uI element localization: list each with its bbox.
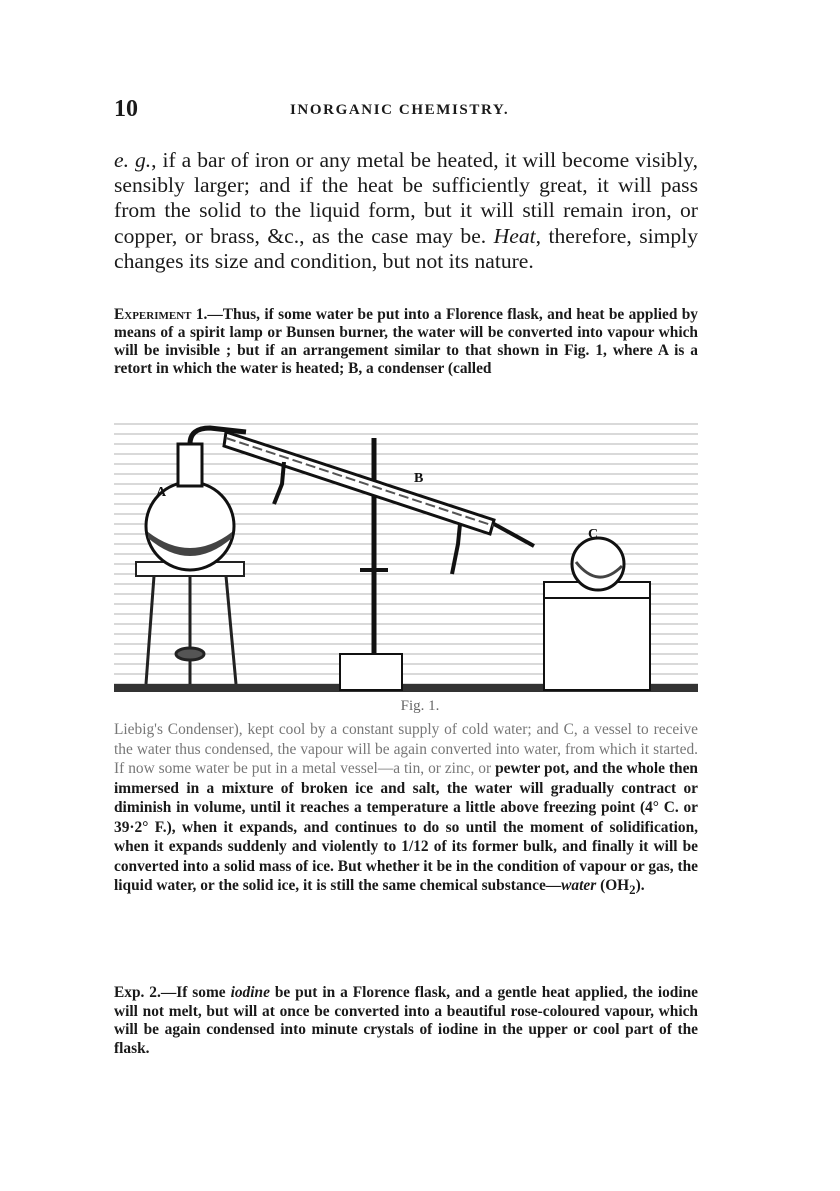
paragraph-expansion xyxy=(114,720,698,901)
paragraph-experiment-1 xyxy=(114,306,698,378)
paragraph-experiment-2 xyxy=(114,984,698,1059)
formula: (OH xyxy=(596,877,630,894)
paragraph1-text-2: , therefore, simply changes its size and condition, but not its nature. xyxy=(114,223,699,273)
page-number: 10 xyxy=(114,96,138,122)
label-a: A xyxy=(156,485,167,500)
paragraph3-light-text: Liebig's Condenser), kept cool by a constant supply of cold water; and C, a vessel to receive the water thus condensed, the vapour will be again converted into water, from which it started. If now some water be put in a metal vessel—a tin, or zinc, or xyxy=(114,721,698,777)
water-word: water xyxy=(561,877,597,894)
paragraph-heat xyxy=(114,148,698,274)
formula-end: ). xyxy=(635,877,645,894)
paragraph4-text-2: be put in a Florence flask, and a gentle heat applied, the iodine will not melt, but will at once be converted into a beautiful rose-coloured vapour, which will be again condensed into minute crystals of iodine in the upper or cool part of the flask. xyxy=(114,984,699,1058)
experiment-label: Experiment xyxy=(114,306,192,323)
page-header xyxy=(114,96,698,126)
fraction: 1/12 xyxy=(401,838,429,855)
paragraph3-text-1: pewter pot, and the whole then immersed in a mixture of broken ice and salt, the water will gradually contract or diminish in volume, until it reaches a temperature a little above freezing point (4° C. or 39·2° F.), when it expands, and continues to do so until the moment of solidification, when it expands suddenly and violently to xyxy=(114,760,698,855)
paragraph1-text-1: , if a bar of iron or any metal be heated, it will become visibly, sensibly larger; and if the heat be sufficiently great, it will pass from the solid to the liquid form, but it will still remain iron, or copper, or brass, &c., as the case may be. xyxy=(114,148,699,248)
figure-liebig-condenser xyxy=(114,414,698,700)
eg-text: e. g. xyxy=(114,148,152,172)
paragraph3-text-2: of its former bulk, and finally it will be converted into a solid mass of ice. But whether it be in the condition of vapour or gas, the liquid water, or the solid ice, it is still the same chemical substance— xyxy=(114,838,698,894)
condenser-b xyxy=(224,432,534,574)
experiment-1-text: 1.—Thus, if some water be put into a Florence flask, and heat be applied by means of a spirit lamp or Bunsen burner, the water will be converted into vapour which will be invisible ; but if an arrangement similar to that shown in Fig. 1, where A is a retort in which the water is heated; B, a condenser (called xyxy=(114,306,698,378)
label-b: B xyxy=(414,471,424,486)
figure-caption: Fig. 1. xyxy=(400,698,440,714)
heat-word: Heat xyxy=(493,223,536,248)
paragraph4-text-1: Exp. 2.—If some xyxy=(114,984,231,1001)
formula-subscript: 2 xyxy=(629,883,636,898)
tripod-stand xyxy=(136,562,244,684)
iodine-word: iodine xyxy=(230,984,270,1001)
receiver-c xyxy=(544,538,650,690)
running-title: INORGANIC CHEMISTRY. xyxy=(290,102,510,118)
label-c: C xyxy=(588,527,599,542)
